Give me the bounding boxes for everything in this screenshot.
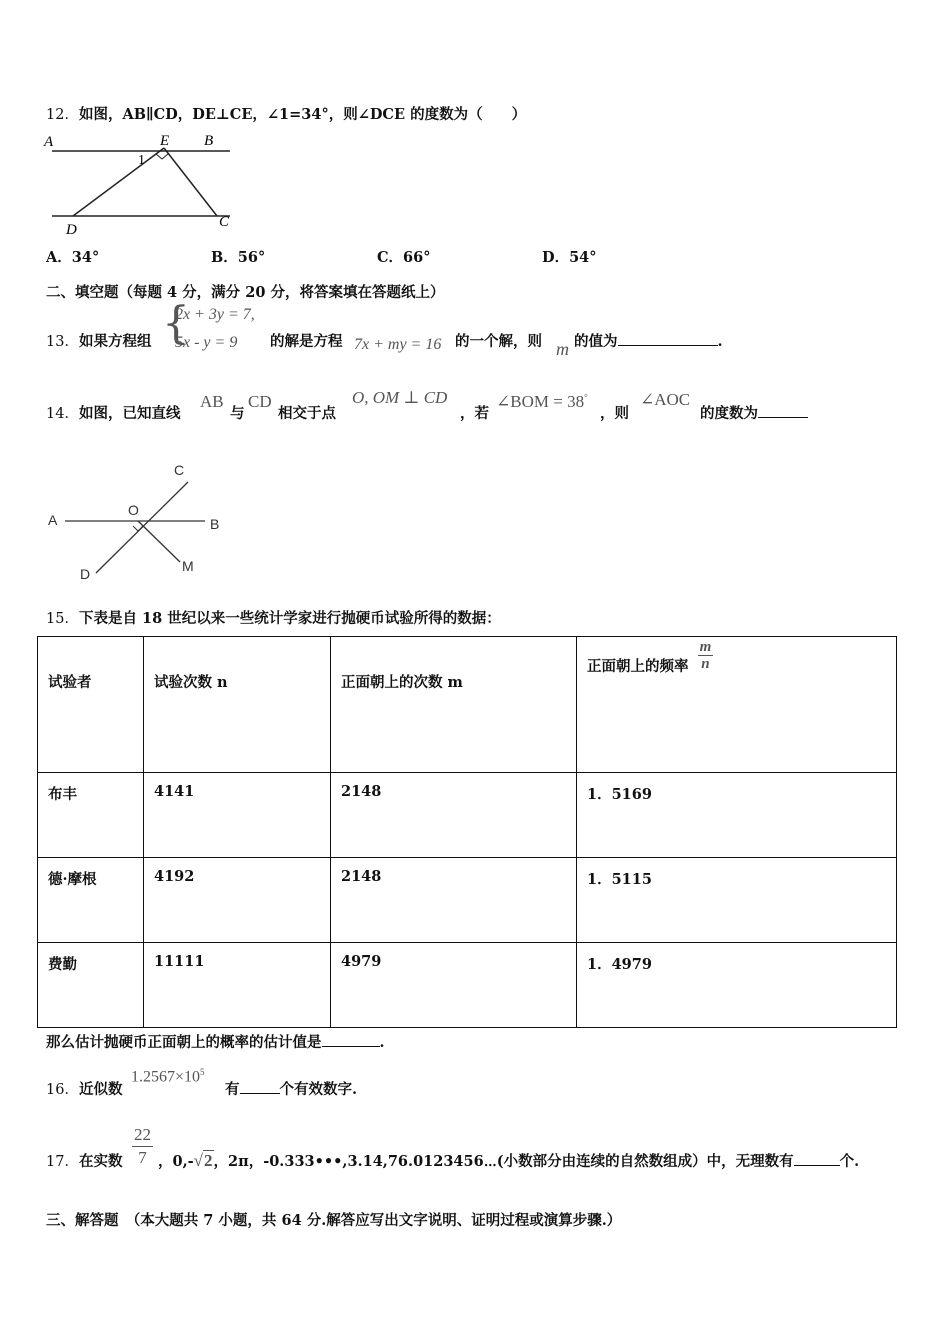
- header-heads: 正面朝上的次数 m: [331, 637, 577, 773]
- q14-t6: 的度数为: [700, 402, 808, 423]
- q16-lead: 16．近似数: [46, 1081, 123, 1098]
- coin-toss-table: [37, 636, 897, 1028]
- label-angle-1: 1: [138, 153, 145, 168]
- q13-mid: 的解是方程: [270, 333, 343, 350]
- right-angle-mark: [156, 154, 168, 159]
- label-b: B: [204, 133, 214, 149]
- q15-answer-blank: [322, 1032, 380, 1047]
- label-a: A: [44, 134, 54, 150]
- q13-brace: {: [162, 298, 190, 349]
- cell-m: 2148: [331, 773, 577, 858]
- label-e: E: [160, 133, 170, 149]
- section3-title: 三、解答题 （本大题共 7 小题，共 64 分.解答应写出文字说明、证明过程或演算步骤.）: [46, 1212, 622, 1229]
- q14-t3: 相交于点: [278, 405, 336, 422]
- cell-name: 费勤: [38, 943, 144, 1028]
- section2-title: 二、填空题（每题 4 分，满分 20 分，将答案填在答题纸上）: [46, 284, 445, 301]
- q14-figure: [40, 455, 240, 585]
- q13-eq3: 7x + my = 16: [354, 336, 442, 353]
- q14-answer-blank: [758, 403, 808, 418]
- q17-lead: 17．在实数: [46, 1153, 123, 1170]
- q14-t2: 与: [230, 405, 245, 422]
- label-d: D: [80, 566, 91, 582]
- label-d: D: [66, 222, 77, 238]
- cell-f: 1．4979: [577, 943, 897, 1028]
- q13-lead: [46, 330, 151, 351]
- q14-lead: 14．如图，已知直线: [46, 405, 181, 422]
- q17-answer-blank: [794, 1151, 840, 1166]
- segment-de: [73, 148, 164, 216]
- q17-number: 17．: [46, 1154, 79, 1170]
- q15-number: 15．: [46, 611, 79, 627]
- q12-number: 12．: [46, 107, 79, 123]
- table-header-row: [38, 637, 897, 773]
- ray-om: [138, 521, 180, 562]
- q14-ab: AB: [200, 392, 224, 411]
- label-c: C: [219, 214, 230, 230]
- cell-m: 4979: [331, 943, 577, 1028]
- label-a: A: [48, 512, 58, 528]
- q12-text: 如图，AB∥CD，DE⊥CE，∠1=34°，则∠DCE 的度数为（ ）: [78, 106, 527, 123]
- q12-option-a: A．34°: [46, 249, 100, 266]
- q13-answer-blank: [618, 331, 718, 346]
- cell-f: 1．5115: [577, 858, 897, 943]
- cell-f: 1．5169: [577, 773, 897, 858]
- cell-m: 2148: [331, 858, 577, 943]
- q16-number: 16．: [46, 1082, 79, 1098]
- q12-stem: [46, 103, 526, 124]
- q14-om-cd: O, OM ⊥ CD: [352, 388, 448, 407]
- q13-eq1: 2x + 3y = 7,: [175, 306, 255, 323]
- q14-number: 14．: [46, 406, 79, 422]
- cell-n: 11111: [144, 943, 331, 1028]
- cell-n: 4141: [144, 773, 331, 858]
- cell-n: 4192: [144, 858, 331, 943]
- table-row: [38, 858, 897, 943]
- q14-bom: ∠BOM = 38°: [496, 392, 588, 411]
- q14-t5: ，则: [600, 405, 629, 422]
- table-row: [38, 773, 897, 858]
- table-row: [38, 943, 897, 1028]
- q14-cd: CD: [248, 392, 272, 411]
- q17-mid: ，0,-√2，2π，-0.333•••,3.14,76.0123456⋯(小数部分由连续的自然数组成）中，无理数有 个.: [158, 1151, 860, 1170]
- q13-eq2: 5x - y = 9: [175, 334, 238, 351]
- header-trials: 试验次数 n: [144, 637, 331, 773]
- q16-number-value: $1.2567\times 10^5$: [131, 1067, 205, 1086]
- header-frequency: 正面朝上的频率 $\frac{m}{n}$: [577, 637, 897, 773]
- q16-answer-blank: [240, 1079, 280, 1094]
- q13-var-m: m: [556, 339, 569, 359]
- q13-prefix: 如果方程组: [78, 333, 152, 350]
- q12-option-b: B．56°: [211, 249, 266, 266]
- q14-aoc: ∠AOC: [640, 390, 691, 409]
- q12-figure: [40, 128, 240, 238]
- freq-fraction: $\frac{m}{n}$: [699, 639, 712, 672]
- q16-tail: 有 个有效数字.: [225, 1081, 358, 1098]
- label-c: C: [174, 462, 185, 478]
- segment-ec: [164, 148, 217, 216]
- q15-stem: 15．下表是自 18 世纪以来一些统计学家进行抛硬币试验所得的数据：: [46, 610, 501, 627]
- q14-t4: ，若: [460, 405, 489, 422]
- label-o: O: [128, 502, 139, 518]
- cell-name: 德·摩根: [38, 858, 144, 943]
- q13-mid2: 的一个解，则: [455, 333, 542, 350]
- q13-number: 13．: [46, 334, 79, 350]
- sqrt-symbol: √2: [193, 1151, 213, 1170]
- label-m: M: [182, 558, 194, 574]
- header-experimenter: 试验者: [38, 637, 144, 773]
- q12-option-c: C．66°: [377, 249, 431, 266]
- q12-option-d: D．54°: [542, 249, 597, 266]
- q13-suffix: 的值为 .: [574, 333, 723, 350]
- cell-name: 布丰: [38, 773, 144, 858]
- label-b: B: [210, 516, 220, 532]
- q17-fraction: $\frac{22}{7}$: [134, 1125, 151, 1167]
- q15-followup: 那么估计抛硬币正面朝上的概率的估计值是 .: [46, 1034, 385, 1051]
